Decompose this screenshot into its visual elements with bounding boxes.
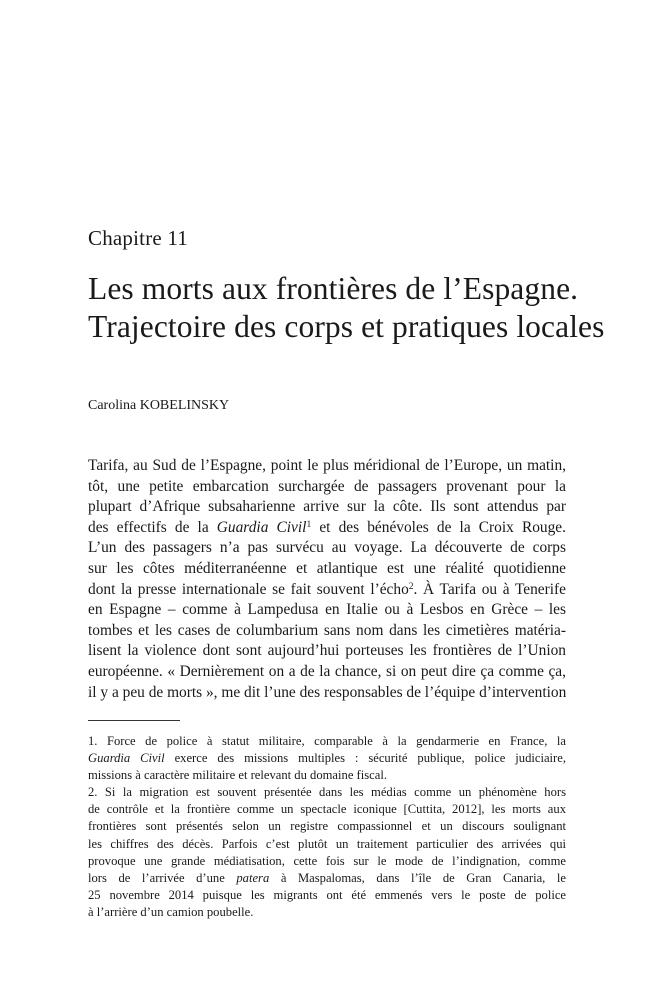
body-text-fragment: dont la presse internationale se fait souvent l’écho [88, 580, 409, 598]
footnote-ref-2[interactable]: 2 [408, 580, 414, 592]
chapter-title-line-2: Trajectoire des corps et pratiques locales [88, 309, 605, 344]
body-line: en Espagne – comme à Lampedusa en Italie ou à Lesbos en Grèce – les [88, 601, 566, 619]
italic-term: Guardia Civil [88, 751, 165, 766]
footnotes [88, 733, 566, 921]
body-text-fragment: et des bénévoles de la Croix Rouge. [311, 518, 566, 536]
footnote-2-line: à l’arrière d’un camion poubelle. [88, 904, 254, 919]
footnote-2-line: de contrôle et la frontière comme un spectacle iconique [Cuttita, 2012], les morts aux [88, 802, 566, 817]
italic-term: Guardia Civil [216, 518, 307, 536]
footnote-2-line [88, 870, 566, 887]
footnote-1-line: 1. Force de police à statut militaire, comparable à la gendarmerie en France, la [88, 734, 566, 748]
chapter-title-line-1: Les morts aux frontières de l’Espagne. [88, 271, 579, 306]
footnote-2-line: frontières sont présentés selon un registre compassionnel et un discours soulignant [88, 819, 566, 834]
chapter-label: Chapitre 11 [88, 226, 188, 250]
body-line: plupart d’Afrique subsaharienne arrive sur la côte. Ils sont attendus par [88, 498, 566, 516]
footnote-2-line: 25 novembre 2014 puisque les migrants ont été emmenés vers le poste de police [88, 887, 566, 902]
body-line: L’un des passagers n’a pas survécu au voyage. La découverte de corps [88, 539, 566, 557]
body-paragraph [88, 456, 566, 703]
body-line: européenne. « Dernièrement on a de la chance, si on peut dire ça comme ça, [88, 662, 566, 680]
body-line: Tarifa, au Sud de l’Espagne, point le plus méridional de l’Europe, un matin, [88, 457, 566, 474]
footnote-ref-1[interactable]: 1 [306, 518, 312, 530]
body-line: tôt, une petite embarcation surchargée de passagers provenant pour la [88, 477, 566, 495]
body-line: sur les côtes méditerranéenne et atlantique est une réalité quotidienne [88, 559, 566, 577]
body-text-fragment: . À Tarifa ou à Tenerife [413, 580, 566, 598]
body-line [88, 518, 566, 539]
author-name: Carolina KOBELINSKY [88, 398, 230, 413]
chapter-title [88, 270, 605, 346]
footnote-text-fragment: lors de l’arrivée d’une [88, 870, 237, 885]
footnote-1-line [88, 750, 566, 767]
footnote-text-fragment: à Maspalomas, dans l’île de Gran Canaria, le [269, 870, 566, 885]
italic-term: patera [236, 870, 270, 885]
footnote-2-line: 2. Si la migration est souvent présentée dans les médias comme un phénomène hors [88, 785, 566, 800]
footnote-1-line: missions à caractère militaire et relevant du domaine fiscal. [88, 768, 387, 783]
body-text-fragment: des effectifs de la [88, 518, 217, 536]
body-line [88, 580, 566, 601]
body-line: tombes et les cases de columbarium sans nom dans les cimetières matéria- [88, 621, 566, 639]
footnote-2-line: provoque une grande médiatisation, cette fois sur le mode de l’indignation, comme [88, 853, 566, 868]
body-line: lisent la violence dont sont aujourd’hui porteuses les frontières de l’Union [88, 642, 566, 660]
footnote-2-line: les chiffres des décès. Parfois c’est plutôt un traitement particulier des arrivées qui [88, 836, 566, 851]
footnote-text-fragment: exerce des missions multiples : sécurité publique, police judiciaire, [164, 751, 566, 766]
footnote-separator [88, 720, 180, 721]
body-line: il y a peu de morts », me dit l’une des responsables de l’équipe d’intervention [88, 683, 567, 701]
